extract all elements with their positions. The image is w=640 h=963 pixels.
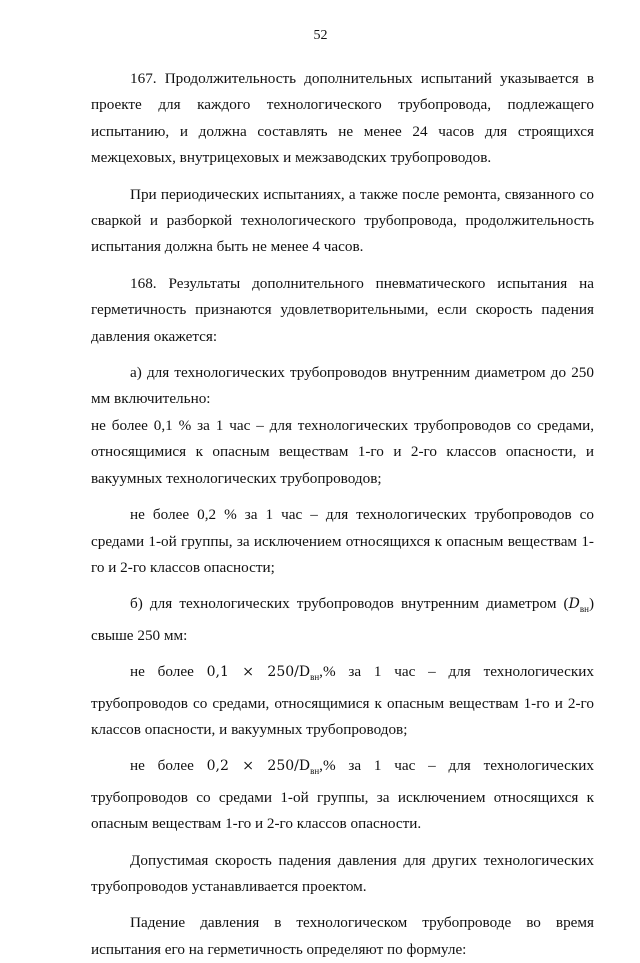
limit-2-prefix: не более	[130, 757, 207, 775]
limit-2-formula: 0,2 × 250/D	[206, 758, 311, 775]
page-number: 52	[313, 28, 328, 43]
limit-2-text: ,% за 1 час – для технологических трубопроводов со средами 1-ой группы, за исключением относящихся к опасным веществам 1-го и 2-го классов опасности.	[91, 757, 594, 833]
paragraph-pressure-drop: Падение давления в технологическом трубопроводе во время испытания его на герметичность определяют по формуле:	[91, 914, 594, 958]
limit-1-formula: 0,1 × 250/D	[206, 664, 311, 681]
diameter-subscript: вн	[579, 604, 589, 615]
paragraph-item-b-limit-2	[91, 753, 594, 837]
paragraph-167: 167. Продолжительность дополнительных испытаний указывается в проекте для каждого технологического трубопровода, подлежащего испытанию, и должна составлять не менее 24 часов для строящихся межцеховых, внутрицеховых и межзаводских трубопроводов.	[91, 70, 594, 167]
paragraph-item-b	[91, 591, 594, 649]
paragraph-item-a: а) для технологических трубопроводов внутренним диаметром до 250 мм включительно:	[91, 364, 594, 408]
paragraph-item-b-limit-1	[91, 659, 594, 743]
item-b-text: б) для технологических трубопроводов внутренним диаметром (	[130, 595, 569, 613]
limit-1-text: ,% за 1 час – для технологических трубопроводов со средами, относящимися к опасным веществам 1-го и 2-го классов опасности, и вакуумных трубопроводов;	[91, 663, 594, 738]
limit-1-prefix: не более	[130, 663, 207, 681]
diameter-symbol: D	[568, 596, 580, 613]
paragraph-other-pipelines: Допустимая скорость падения давления для других технологических трубопроводов устанавливается проектом.	[91, 851, 594, 896]
limit-2-subscript: вн	[310, 766, 320, 777]
limit-1-subscript: вн	[310, 672, 320, 683]
paragraph-item-a-limit-1: не более 0,1 % за 1 час – для технологических трубопроводов со средами, относящимися к опасным веществам 1-го и 2-го классов опасности, и вакуумных технологических трубопроводов;	[91, 416, 594, 487]
paragraph-periodic-tests: При периодических испытаниях, а также после ремонта, связанного со сваркой и разборкой технологического трубопровода, продолжительность испытания должна быть не менее 4 часов.	[91, 185, 594, 256]
item-b-text-end: ) свыше 250 мм:	[91, 595, 594, 644]
paragraph-168: 168. Результаты дополнительного пневматического испытания на герметичность признаются удовлетворительными, если скорость падения давления окажется:	[91, 274, 594, 345]
paragraph-item-a-limit-2: не более 0,2 % за 1 час – для технологических трубопроводов со средами 1-ой группы, за исключением относящихся к опасным веществам 1-го и 2-го классов опасности;	[91, 506, 594, 576]
